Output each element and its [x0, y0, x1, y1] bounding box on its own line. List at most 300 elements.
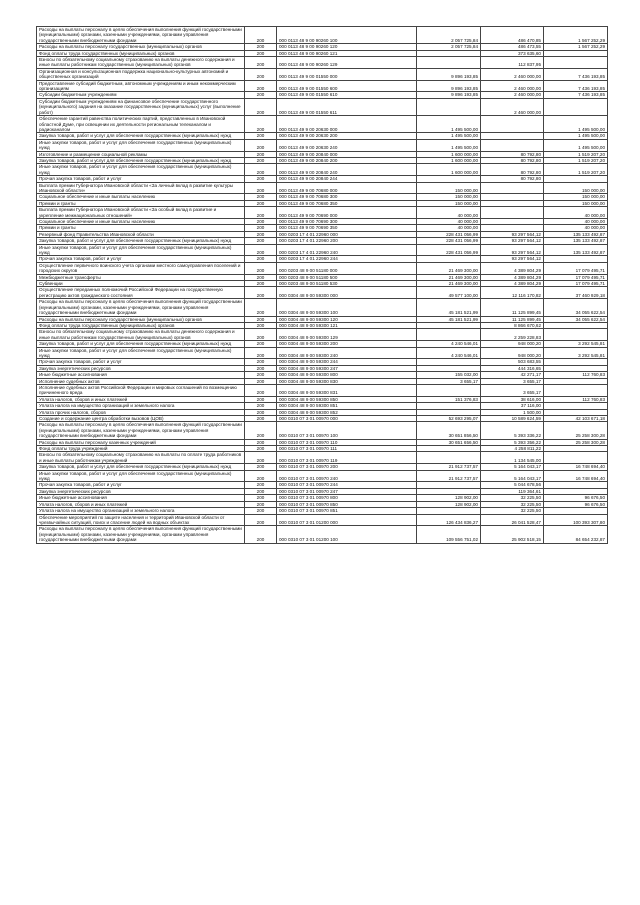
expense-name-cell: Иные закупки товаров, работ и услуг для обеспечения государственных (муниципальных) нужд [37, 347, 245, 359]
expense-name-cell: Уплата налога на имущество организаций и земельного налога [37, 403, 245, 409]
budget-code-cell: 000 0113 49 9 00 70680 000 [277, 182, 417, 194]
table-row [37, 299, 608, 316]
admin-code-cell: 200 [245, 416, 277, 422]
table-row [37, 347, 608, 359]
expense-name-cell: Предоставление субсидий бюджетным, автономным учреждениям и иным некоммерческим организациям [37, 80, 245, 92]
admin-code-cell: 200 [245, 329, 277, 341]
table-row [37, 27, 608, 44]
expense-name-cell: Иные закупки товаров, работ и услуг для обеспечения государственных (муниципальных) нужд [37, 470, 245, 482]
expense-name-cell: Закупка товаров, работ и услуг для обеспечения государственных (муниципальных) нужд [37, 133, 245, 139]
unexecuted-amount-cell: 112 760,83 [544, 372, 608, 378]
budget-code-cell: 000 0304 48 9 00 59300 120 [277, 316, 417, 322]
admin-code-cell: 200 [245, 231, 277, 237]
executed-amount-cell: 93 297 564,12 [481, 244, 544, 256]
expense-name-cell: Расходы на выплаты персоналу государственных (муниципальных) органов [37, 44, 245, 50]
executed-amount-cell: 32 225,50 [481, 508, 544, 514]
budget-code-cell: 000 0113 49 9 00 20630 240 [277, 139, 417, 151]
expense-name-cell: Субсидии бюджетным учреждениям на финансовое обеспечение государственного (муниципального) задания на оказание государственных (муниципальных) услуг (выполнение работ) [37, 98, 245, 115]
budget-code-cell: 000 0310 07 3 01 00970 100 [277, 422, 417, 439]
executed-amount-cell: 948 000,20 [481, 347, 544, 359]
executed-amount-cell: 32 225,50 [481, 501, 544, 507]
budget-code-cell: 000 0113 48 9 00 90260 120 [277, 44, 417, 50]
approved-amount-cell [417, 57, 481, 69]
admin-code-cell: 200 [245, 98, 277, 115]
unexecuted-amount-cell: 25 258 300,28 [544, 439, 608, 445]
budget-code-cell: 000 0310 07 3 01 00970 851 [277, 508, 417, 514]
unexecuted-amount-cell [544, 329, 608, 341]
expense-name-cell: Создание и содержание центра обработки вызовов (ЦОВ) [37, 416, 245, 422]
table-row [37, 341, 608, 347]
admin-code-cell: 200 [245, 508, 277, 514]
table-row [37, 501, 608, 507]
admin-code-cell: 200 [245, 403, 277, 409]
table-body [37, 27, 608, 544]
expense-name-cell: Закупка энергетических ресурсов [37, 365, 245, 371]
admin-code-cell: 200 [245, 365, 277, 371]
expense-name-cell: Субвенции [37, 281, 245, 287]
approved-amount-cell: 4 240 546,01 [417, 347, 481, 359]
approved-amount-cell: 1 600 000,00 [417, 151, 481, 157]
expense-name-cell: Обеспечение мероприятий по защите населения и территорий Ивановской области от чрезвычайных ситуаций, поиск и спасение людей на водных объектах [37, 514, 245, 526]
executed-amount-cell: 80 792,80 [481, 157, 544, 163]
executed-amount-cell: 26 041 528,47 [481, 514, 544, 526]
executed-amount-cell: 3 655,17 [481, 384, 544, 396]
expense-name-cell: Расходы на выплаты персоналу государственных (муниципальных) органов [37, 316, 245, 322]
expense-name-cell: Прочая закупка товаров, работ и услуг [37, 176, 245, 182]
expense-name-cell: Расходы на выплаты персоналу в целях обеспечения выполнения функций государственными (муниципальными) органами, казенными учреждениями, органами управления государственными внебюджетными фондами [37, 27, 245, 44]
admin-code-cell: 200 [245, 446, 277, 452]
approved-amount-cell: 2 057 725,84 [417, 44, 481, 50]
admin-code-cell: 200 [245, 219, 277, 225]
budget-code-cell: 000 0310 07 3 01 00970 800 [277, 495, 417, 501]
budget-code-cell: 000 0203 17 4 01 22960 244 [277, 256, 417, 262]
admin-code-cell: 200 [245, 262, 277, 274]
budget-code-cell: 000 0304 48 9 00 59300 852 [277, 409, 417, 415]
expense-name-cell: Социальное обеспечение и иные выплаты населению [37, 194, 245, 200]
executed-amount-cell: 80 792,80 [481, 164, 544, 176]
budget-code-cell: 000 0113 49 9 00 70690 350 [277, 225, 417, 231]
admin-code-cell: 200 [245, 372, 277, 378]
expense-name-cell: Фонд оплаты труда государственных (муниципальных) органов [37, 322, 245, 328]
expense-name-cell: Осуществление первичного воинского учета органами местного самоуправления поселений и городских округов [37, 262, 245, 274]
approved-amount-cell: 151 376,83 [417, 396, 481, 402]
executed-amount-cell: 5 164 043,17 [481, 464, 544, 470]
executed-amount-cell: 5 164 043,17 [481, 470, 544, 482]
executed-amount-cell: 8 866 670,62 [481, 322, 544, 328]
approved-amount-cell: 228 431 056,99 [417, 231, 481, 237]
budget-code-cell: 000 0304 48 9 00 59300 247 [277, 365, 417, 371]
unexecuted-amount-cell: 150 000,00 [544, 194, 608, 200]
admin-code-cell: 200 [245, 488, 277, 494]
executed-amount-cell [481, 139, 544, 151]
admin-code-cell: 200 [245, 316, 277, 322]
approved-amount-cell: 45 181 521,99 [417, 316, 481, 322]
approved-amount-cell: 21 912 737,57 [417, 464, 481, 470]
expense-name-cell: Выплата премии Губернатора Ивановской области «За личный вклад в развитие культуры Ивановской области» [37, 182, 245, 194]
admin-code-cell: 200 [245, 359, 277, 365]
unexecuted-amount-cell: 7 436 193,85 [544, 80, 608, 92]
budget-code-cell: 000 0304 48 9 00 59300 851 [277, 403, 417, 409]
budget-code-cell: 000 0310 07 3 01 00970 000 [277, 416, 417, 422]
approved-amount-cell: 228 431 056,99 [417, 244, 481, 256]
expense-name-cell: Взносы по обязательному социальному страхованию на выплаты денежного содержания и иные выплаты работникам государственных (муниципальных) органов [37, 57, 245, 69]
approved-amount-cell: 3 655,17 [417, 378, 481, 384]
admin-code-cell: 200 [245, 27, 277, 44]
unexecuted-amount-cell: 40 000,00 [544, 225, 608, 231]
executed-amount-cell: 4 258 811,22 [481, 446, 544, 452]
budget-code-cell: 000 0304 48 9 00 59300 100 [277, 299, 417, 316]
executed-amount-cell: 486 473,55 [481, 44, 544, 50]
approved-amount-cell: 30 651 856,50 [417, 422, 481, 439]
admin-code-cell: 200 [245, 116, 277, 133]
expense-name-cell: Расходы на выплаты персоналу в целях обеспечения выполнения функций государственными (муниципальными) органами, казенными учреждениями, органами управления государственными внебюджетными фондами [37, 526, 245, 543]
approved-amount-cell: 40 000,00 [417, 207, 481, 219]
expense-name-cell: Уплата налогов, сборов и иных платежей [37, 501, 245, 507]
approved-amount-cell: 49 577 100,00 [417, 287, 481, 299]
table-row [37, 151, 608, 157]
admin-code-cell: 200 [245, 164, 277, 176]
approved-amount-cell: 126 434 836,27 [417, 514, 481, 526]
expense-name-cell: Расходы на выплаты персоналу казенных учреждений [37, 439, 245, 445]
expense-name-cell: Расходы на выплаты персоналу в целях обеспечения выполнения функций государственными (муниципальными) органами, казенными учреждениями, органами управления государственными внебюджетными фондами [37, 422, 245, 439]
expense-name-cell: Фонд оплаты труда государственных (муниципальных) органов [37, 50, 245, 56]
expense-name-cell: Расходы на выплаты персоналу в целях обеспечения выполнения функций государственными (муниципальными) органами, казенными учреждениями, органами управления государственными внебюджетными фондами [37, 299, 245, 316]
table-row [37, 207, 608, 219]
executed-amount-cell: 80 792,80 [481, 176, 544, 182]
table-row [37, 116, 608, 133]
admin-code-cell: 200 [245, 157, 277, 163]
admin-code-cell: 200 [245, 200, 277, 206]
executed-amount-cell: 373 635,60 [481, 50, 544, 56]
budget-code-cell: 000 0304 48 9 00 59300 850 [277, 396, 417, 402]
unexecuted-amount-cell: 96 676,50 [544, 501, 608, 507]
expense-name-cell: Взносы по обязательному социальному страхованию на выплаты денежного содержания и иные выплаты работникам государственных (муниципальных) органов [37, 329, 245, 341]
unexecuted-amount-cell: 17 079 495,71 [544, 274, 608, 280]
approved-amount-cell: 21 912 737,57 [417, 470, 481, 482]
admin-code-cell: 200 [245, 182, 277, 194]
approved-amount-cell: 21 469 300,00 [417, 281, 481, 287]
executed-amount-cell: 1 134 545,00 [481, 452, 544, 464]
approved-amount-cell: 150 000,00 [417, 194, 481, 200]
table-row [37, 322, 608, 328]
table-row [37, 526, 608, 543]
executed-amount-cell: 93 297 564,12 [481, 238, 544, 244]
admin-code-cell: 200 [245, 482, 277, 488]
expense-name-cell: Иные бюджетные ассигнования [37, 372, 245, 378]
budget-code-cell: 000 0310 07 3 01 00970 850 [277, 501, 417, 507]
budget-code-cell: 000 0113 48 9 00 90260 121 [277, 50, 417, 56]
table-row [37, 439, 608, 445]
executed-amount-cell: 93 297 564,12 [481, 256, 544, 262]
expense-name-cell: Взносы по обязательному социальному страхованию на выплаты по оплате труда работников и иные выплаты работникам учреждений [37, 452, 245, 464]
expense-name-cell: Прочая закупка товаров, работ и услуг [37, 482, 245, 488]
admin-code-cell: 200 [245, 322, 277, 328]
expense-name-cell: Иные бюджетные ассигнования [37, 495, 245, 501]
executed-amount-cell: 5 393 356,22 [481, 439, 544, 445]
expense-name-cell: Субсидии бюджетным учреждениям [37, 92, 245, 98]
executed-amount-cell: 5 393 336,22 [481, 422, 544, 439]
admin-code-cell: 200 [245, 44, 277, 50]
unexecuted-amount-cell: 7 436 193,85 [544, 92, 608, 98]
executed-amount-cell: 444 316,65 [481, 365, 544, 371]
budget-code-cell: 000 0310 07 3 01 00970 119 [277, 452, 417, 464]
approved-amount-cell: 1 600 000,00 [417, 164, 481, 176]
expense-name-cell: Премии и гранты [37, 225, 245, 231]
approved-amount-cell: 228 431 056,99 [417, 238, 481, 244]
expense-name-cell: Уплата прочих налогов, сборов [37, 409, 245, 415]
executed-amount-cell: 112 837,95 [481, 57, 544, 69]
budget-code-cell: 000 0310 07 3 01 00970 111 [277, 446, 417, 452]
budget-code-cell: 000 0113 49 9 00 01550 610 [277, 92, 417, 98]
budget-code-cell: 000 0304 48 9 00 59300 831 [277, 384, 417, 396]
unexecuted-amount-cell: 17 079 495,71 [544, 281, 608, 287]
unexecuted-amount-cell: 37 460 929,18 [544, 287, 608, 299]
admin-code-cell: 200 [245, 50, 277, 56]
budget-code-cell: 000 0310 07 3 01 01200 100 [277, 526, 417, 543]
admin-code-cell: 200 [245, 409, 277, 415]
executed-amount-cell: 3 655,17 [481, 378, 544, 384]
table-row [37, 139, 608, 151]
admin-code-cell: 200 [245, 378, 277, 384]
unexecuted-amount-cell [544, 98, 608, 115]
table-row [37, 44, 608, 50]
unexecuted-amount-cell: 135 133 492,87 [544, 231, 608, 237]
admin-code-cell: 200 [245, 439, 277, 445]
expense-name-cell: Уплата налога на имущество организаций и земельного налога [37, 508, 245, 514]
admin-code-cell: 200 [245, 151, 277, 157]
unexecuted-amount-cell: 17 079 495,71 [544, 262, 608, 274]
budget-code-cell: 000 0304 48 9 00 59300 244 [277, 359, 417, 365]
admin-code-cell: 200 [245, 452, 277, 464]
approved-amount-cell [417, 384, 481, 396]
table-row [37, 329, 608, 341]
unexecuted-amount-cell [544, 57, 608, 69]
unexecuted-amount-cell: 40 000,00 [544, 207, 608, 219]
expense-name-cell: Закупка товаров, работ и услуг для обеспечения государственных (муниципальных) нужд [37, 341, 245, 347]
budget-code-cell: 000 0304 48 9 00 59300 830 [277, 378, 417, 384]
approved-amount-cell: 45 181 521,99 [417, 299, 481, 316]
table-row [37, 157, 608, 163]
admin-code-cell: 200 [245, 347, 277, 359]
approved-amount-cell: 150 000,00 [417, 182, 481, 194]
admin-code-cell: 200 [245, 244, 277, 256]
admin-code-cell: 200 [245, 470, 277, 482]
executed-amount-cell: 42 271,17 [481, 372, 544, 378]
budget-code-cell: 000 0203 48 9 00 51180 500 [277, 274, 417, 280]
admin-code-cell: 200 [245, 384, 277, 396]
executed-amount-cell: 32 225,50 [481, 495, 544, 501]
approved-amount-cell [417, 98, 481, 115]
budget-code-cell: 000 0310 07 3 01 00970 244 [277, 482, 417, 488]
executed-amount-cell: 10 589 624,59 [481, 416, 544, 422]
approved-amount-cell: 9 896 193,85 [417, 92, 481, 98]
table-row [37, 508, 608, 514]
executed-amount-cell: 1 500,00 [481, 409, 544, 415]
expense-name-cell: Уплата налогов, сборов и иных платежей [37, 396, 245, 402]
budget-code-cell: 000 0304 48 9 00 59300 240 [277, 347, 417, 359]
executed-amount-cell: 4 389 804,29 [481, 281, 544, 287]
admin-code-cell: 200 [245, 57, 277, 69]
unexecuted-amount-cell: 34 055 622,54 [544, 316, 608, 322]
table-row [37, 238, 608, 244]
admin-code-cell: 200 [245, 194, 277, 200]
budget-code-cell: 000 0113 48 9 00 90260 129 [277, 57, 417, 69]
table-row [37, 244, 608, 256]
unexecuted-amount-cell: 135 133 492,87 [544, 238, 608, 244]
expense-name-cell: Социальное обеспечение и иные выплаты населению [37, 219, 245, 225]
expense-name-cell: Осуществление переданных полномочий Российской Федерации на государственную регистрацию актов гражданского состояния [37, 287, 245, 299]
table-row [37, 316, 608, 322]
admin-code-cell: 200 [245, 299, 277, 316]
budget-code-cell: 000 0113 49 9 00 70690 300 [277, 219, 417, 225]
executed-amount-cell: 38 616,00 [481, 396, 544, 402]
unexecuted-amount-cell: 1 567 252,29 [544, 44, 608, 50]
budget-code-cell: 000 0113 49 9 00 20840 000 [277, 151, 417, 157]
unexecuted-amount-cell: 1 495 500,00 [544, 133, 608, 139]
approved-amount-cell: 150 000,00 [417, 200, 481, 206]
executed-amount-cell: 2 460 000,00 [481, 68, 544, 80]
table-row [37, 384, 608, 396]
admin-code-cell: 200 [245, 514, 277, 526]
expense-name-cell: Изготовление и размещение социальной рекламы [37, 151, 245, 157]
admin-code-cell: 200 [245, 176, 277, 182]
admin-code-cell: 200 [245, 238, 277, 244]
unexecuted-amount-cell: 100 393 307,80 [544, 514, 608, 526]
table-row [37, 98, 608, 115]
approved-amount-cell: 2 057 725,84 [417, 27, 481, 44]
expense-name-cell: Обеспечение гарантий равенства политических партий, представленных в Ивановской областной Думе, при освещении их деятельности региональным телеканалом и радиоканалом [37, 116, 245, 133]
budget-code-cell: 000 0113 49 9 00 70680 350 [277, 200, 417, 206]
table-row [37, 422, 608, 439]
expense-name-cell: Резервный фонд Правительства Ивановской области [37, 231, 245, 237]
admin-code-cell: 200 [245, 256, 277, 262]
unexecuted-amount-cell: 16 748 694,40 [544, 464, 608, 470]
executed-amount-cell: 93 297 564,12 [481, 231, 544, 237]
approved-amount-cell: 109 556 751,02 [417, 526, 481, 543]
budget-expenditure-table [36, 26, 608, 544]
budget-code-cell: 000 0113 49 9 00 70690 000 [277, 207, 417, 219]
executed-amount-cell: 119 364,61 [481, 488, 544, 494]
table-row [37, 164, 608, 176]
budget-code-cell: 000 0304 48 9 00 59300 200 [277, 341, 417, 347]
unexecuted-amount-cell: 112 760,83 [544, 396, 608, 402]
approved-amount-cell: 21 469 300,00 [417, 262, 481, 274]
expense-name-cell: Иные закупки товаров, работ и услуг для обеспечения государственных (муниципальных) нужд [37, 164, 245, 176]
admin-code-cell: 200 [245, 274, 277, 280]
table-row [37, 416, 608, 422]
unexecuted-amount-cell: 16 748 694,40 [544, 470, 608, 482]
unexecuted-amount-cell: 84 654 232,87 [544, 526, 608, 543]
executed-amount-cell: 12 116 170,82 [481, 287, 544, 299]
approved-amount-cell: 4 240 546,01 [417, 341, 481, 347]
budget-code-cell: 000 0304 48 9 00 59300 121 [277, 322, 417, 328]
executed-amount-cell: 2 460 000,00 [481, 80, 544, 92]
table-row [37, 452, 608, 464]
approved-amount-cell: 1 495 500,00 [417, 116, 481, 133]
unexecuted-amount-cell: 96 676,50 [544, 495, 608, 501]
approved-amount-cell: 21 469 300,00 [417, 274, 481, 280]
unexecuted-amount-cell: 3 292 545,81 [544, 347, 608, 359]
budget-code-cell: 000 0113 49 9 00 20840 244 [277, 176, 417, 182]
budget-code-cell: 000 0113 49 9 00 20840 240 [277, 164, 417, 176]
unexecuted-amount-cell: 150 000,00 [544, 200, 608, 206]
budget-code-cell: 000 0113 49 9 00 20840 200 [277, 157, 417, 163]
table-row [37, 57, 608, 69]
budget-code-cell: 000 0203 17 4 01 22960 200 [277, 238, 417, 244]
admin-code-cell: 200 [245, 92, 277, 98]
unexecuted-amount-cell: 42 103 671,18 [544, 416, 608, 422]
executed-amount-cell [481, 182, 544, 194]
expense-name-cell: Выплата премии Губернатора Ивановской области «За особый вклад в развитие и укрепление межнациональных отношений» [37, 207, 245, 219]
unexecuted-amount-cell: 7 436 193,85 [544, 68, 608, 80]
budget-code-cell: 000 0310 07 3 01 01200 000 [277, 514, 417, 526]
approved-amount-cell: 1 495 500,00 [417, 133, 481, 139]
table-row [37, 182, 608, 194]
admin-code-cell: 200 [245, 396, 277, 402]
approved-amount-cell: 40 000,00 [417, 219, 481, 225]
expense-name-cell: Иные закупки товаров, работ и услуг для обеспечения государственных (муниципальных) нужд [37, 139, 245, 151]
admin-code-cell: 200 [245, 464, 277, 470]
expense-name-cell: Прочая закупка товаров, работ и услуг [37, 359, 245, 365]
budget-code-cell: 000 0203 48 9 00 51180 530 [277, 281, 417, 287]
unexecuted-amount-cell: 135 133 492,87 [544, 244, 608, 256]
unexecuted-amount-cell: 1 495 500,00 [544, 116, 608, 133]
budget-code-cell: 000 0113 49 9 00 20630 000 [277, 116, 417, 133]
expense-name-cell: Исполнение судебных актов Российской Федерации и мировых соглашений по возмещению причиненного вреда [37, 384, 245, 396]
executed-amount-cell: 486 470,85 [481, 27, 544, 44]
executed-amount-cell [481, 116, 544, 133]
approved-amount-cell: 155 032,00 [417, 372, 481, 378]
budget-code-cell: 000 0304 48 9 00 59300 800 [277, 372, 417, 378]
approved-amount-cell: 9 896 193,85 [417, 80, 481, 92]
table-row [37, 287, 608, 299]
budget-code-cell: 000 0310 07 3 01 00970 110 [277, 439, 417, 445]
table-row [37, 80, 608, 92]
table-row [37, 68, 608, 80]
admin-code-cell: 200 [245, 526, 277, 543]
approved-amount-cell: 40 000,00 [417, 225, 481, 231]
expense-name-cell: Организационная и консультационная поддержка национально-культурных автономий и общественных организаций [37, 68, 245, 80]
executed-amount-cell: 25 902 518,15 [481, 526, 544, 543]
budget-code-cell: 000 0113 49 9 00 70680 300 [277, 194, 417, 200]
unexecuted-amount-cell [544, 452, 608, 464]
admin-code-cell: 200 [245, 287, 277, 299]
executed-amount-cell: 4 389 804,29 [481, 262, 544, 274]
approved-amount-cell: 128 902,00 [417, 495, 481, 501]
admin-code-cell: 200 [245, 341, 277, 347]
table-row [37, 470, 608, 482]
budget-code-cell: 000 0203 17 4 01 22960 240 [277, 244, 417, 256]
executed-amount-cell: 503 683,55 [481, 359, 544, 365]
unexecuted-amount-cell [544, 384, 608, 396]
table-row [37, 514, 608, 526]
table-row [37, 50, 608, 56]
executed-amount-cell: 80 792,80 [481, 151, 544, 157]
table-row [37, 396, 608, 402]
admin-code-cell: 200 [245, 281, 277, 287]
budget-code-cell: 000 0203 48 9 00 51180 000 [277, 262, 417, 274]
expense-name-cell: Закупка товаров, работ и услуг для обеспечения государственных (муниципальных) нужд [37, 464, 245, 470]
budget-code-cell: 000 0310 07 3 01 00970 247 [277, 488, 417, 494]
expense-name-cell: Фонд оплаты труда учреждений [37, 446, 245, 452]
budget-code-cell: 000 0203 17 4 01 22960 000 [277, 231, 417, 237]
budget-code-cell: 000 0113 49 9 00 01550 600 [277, 80, 417, 92]
approved-amount-cell [417, 329, 481, 341]
expense-name-cell: Исполнение судебных актов [37, 378, 245, 384]
admin-code-cell: 200 [245, 225, 277, 231]
approved-amount-cell: 1 495 500,00 [417, 139, 481, 151]
budget-code-cell: 000 0310 07 3 01 00970 200 [277, 464, 417, 470]
